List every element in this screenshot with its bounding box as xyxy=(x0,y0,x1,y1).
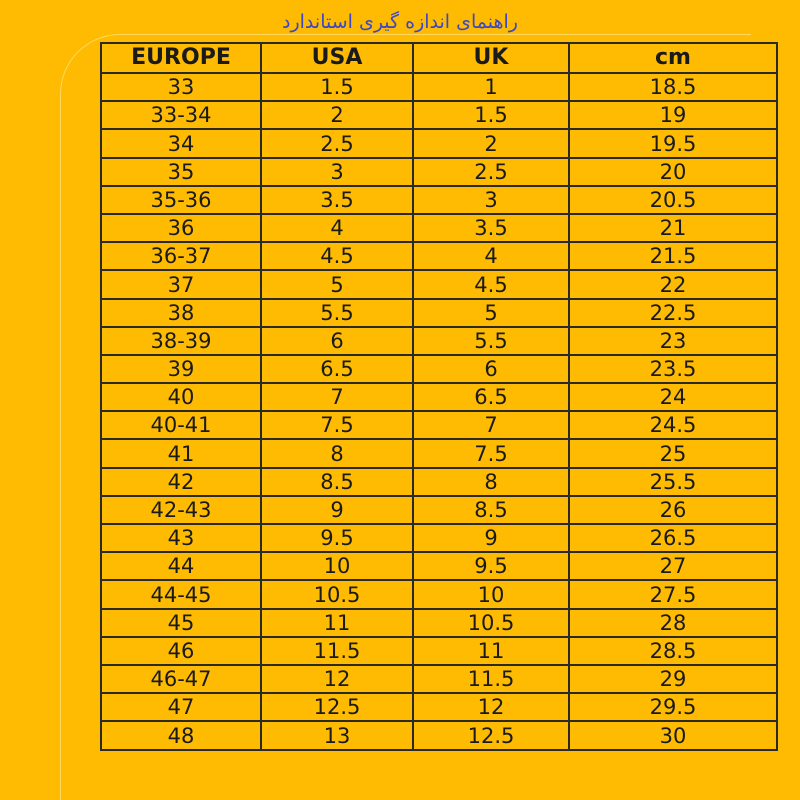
table-row xyxy=(101,468,777,496)
header-usa: USA xyxy=(261,43,413,73)
cell-usa: 7.5 xyxy=(261,411,413,439)
cell-uk: 11.5 xyxy=(413,665,569,693)
table-row xyxy=(101,552,777,580)
cell-cm: 20 xyxy=(569,158,777,186)
cell-uk: 3.5 xyxy=(413,214,569,242)
cell-usa: 2 xyxy=(261,101,413,129)
table-row xyxy=(101,721,777,749)
cell-cm: 25.5 xyxy=(569,468,777,496)
cell-cm: 19 xyxy=(569,101,777,129)
cell-cm: 26.5 xyxy=(569,524,777,552)
cell-europe: 37 xyxy=(101,270,261,298)
cell-cm: 28 xyxy=(569,609,777,637)
cell-uk: 6.5 xyxy=(413,383,569,411)
header-europe: EUROPE xyxy=(101,43,261,73)
cell-usa: 5.5 xyxy=(261,299,413,327)
cell-uk: 9 xyxy=(413,524,569,552)
table-row xyxy=(101,214,777,242)
table-header-row xyxy=(101,43,777,73)
cell-uk: 4 xyxy=(413,242,569,270)
cell-uk: 4.5 xyxy=(413,270,569,298)
table-row xyxy=(101,242,777,270)
cell-uk: 11 xyxy=(413,637,569,665)
cell-usa: 6 xyxy=(261,327,413,355)
cell-europe: 33 xyxy=(101,73,261,101)
cell-europe: 36-37 xyxy=(101,242,261,270)
cell-cm: 22.5 xyxy=(569,299,777,327)
cell-usa: 5 xyxy=(261,270,413,298)
cell-uk: 12 xyxy=(413,693,569,721)
table-row xyxy=(101,383,777,411)
cell-europe: 35-36 xyxy=(101,186,261,214)
cell-cm: 29.5 xyxy=(569,693,777,721)
cell-cm: 20.5 xyxy=(569,186,777,214)
cell-uk: 7 xyxy=(413,411,569,439)
table-row xyxy=(101,496,777,524)
table-row xyxy=(101,609,777,637)
cell-cm: 21 xyxy=(569,214,777,242)
cell-usa: 7 xyxy=(261,383,413,411)
cell-uk: 5.5 xyxy=(413,327,569,355)
cell-uk: 8.5 xyxy=(413,496,569,524)
cell-usa: 9.5 xyxy=(261,524,413,552)
cell-cm: 23.5 xyxy=(569,355,777,383)
cell-cm: 18.5 xyxy=(569,73,777,101)
table-row xyxy=(101,327,777,355)
cell-cm: 25 xyxy=(569,439,777,467)
cell-uk: 10.5 xyxy=(413,609,569,637)
size-conversion-table xyxy=(100,42,778,751)
cell-cm: 22 xyxy=(569,270,777,298)
cell-usa: 4 xyxy=(261,214,413,242)
cell-europe: 40-41 xyxy=(101,411,261,439)
cell-uk: 1.5 xyxy=(413,101,569,129)
cell-usa: 12 xyxy=(261,665,413,693)
cell-usa: 10 xyxy=(261,552,413,580)
cell-cm: 30 xyxy=(569,721,777,749)
cell-europe: 46 xyxy=(101,637,261,665)
table-row xyxy=(101,665,777,693)
table-row xyxy=(101,355,777,383)
cell-usa: 11 xyxy=(261,609,413,637)
cell-usa: 3.5 xyxy=(261,186,413,214)
table-body xyxy=(101,73,777,750)
cell-usa: 13 xyxy=(261,721,413,749)
cell-europe: 36 xyxy=(101,214,261,242)
cell-europe: 44 xyxy=(101,552,261,580)
cell-uk: 10 xyxy=(413,580,569,608)
cell-cm: 27.5 xyxy=(569,580,777,608)
cell-usa: 10.5 xyxy=(261,580,413,608)
cell-europe: 38-39 xyxy=(101,327,261,355)
cell-usa: 4.5 xyxy=(261,242,413,270)
header-cm: cm xyxy=(569,43,777,73)
cell-usa: 11.5 xyxy=(261,637,413,665)
cell-europe: 46-47 xyxy=(101,665,261,693)
cell-usa: 1.5 xyxy=(261,73,413,101)
table-row xyxy=(101,524,777,552)
cell-europe: 33-34 xyxy=(101,101,261,129)
cell-europe: 45 xyxy=(101,609,261,637)
cell-europe: 42 xyxy=(101,468,261,496)
cell-europe: 47 xyxy=(101,693,261,721)
cell-usa: 6.5 xyxy=(261,355,413,383)
table-row xyxy=(101,186,777,214)
cell-uk: 12.5 xyxy=(413,721,569,749)
table-row xyxy=(101,73,777,101)
table-row xyxy=(101,129,777,157)
cell-uk: 7.5 xyxy=(413,439,569,467)
cell-uk: 2 xyxy=(413,129,569,157)
cell-uk: 9.5 xyxy=(413,552,569,580)
cell-uk: 5 xyxy=(413,299,569,327)
cell-uk: 3 xyxy=(413,186,569,214)
table-row xyxy=(101,693,777,721)
page-title: راهنمای اندازه گیری استاندارد xyxy=(282,11,518,33)
cell-cm: 19.5 xyxy=(569,129,777,157)
header-uk: UK xyxy=(413,43,569,73)
cell-europe: 38 xyxy=(101,299,261,327)
cell-cm: 26 xyxy=(569,496,777,524)
table-row xyxy=(101,101,777,129)
cell-cm: 24.5 xyxy=(569,411,777,439)
cell-europe: 34 xyxy=(101,129,261,157)
cell-europe: 41 xyxy=(101,439,261,467)
cell-europe: 43 xyxy=(101,524,261,552)
table-row xyxy=(101,637,777,665)
cell-europe: 39 xyxy=(101,355,261,383)
cell-uk: 6 xyxy=(413,355,569,383)
table-row xyxy=(101,158,777,186)
table-row xyxy=(101,299,777,327)
cell-uk: 8 xyxy=(413,468,569,496)
cell-cm: 28.5 xyxy=(569,637,777,665)
cell-uk: 2.5 xyxy=(413,158,569,186)
cell-cm: 24 xyxy=(569,383,777,411)
cell-cm: 23 xyxy=(569,327,777,355)
table-row xyxy=(101,411,777,439)
cell-usa: 3 xyxy=(261,158,413,186)
cell-europe: 40 xyxy=(101,383,261,411)
cell-europe: 44-45 xyxy=(101,580,261,608)
cell-europe: 35 xyxy=(101,158,261,186)
cell-usa: 2.5 xyxy=(261,129,413,157)
cell-uk: 1 xyxy=(413,73,569,101)
table-row xyxy=(101,439,777,467)
cell-cm: 29 xyxy=(569,665,777,693)
table-row xyxy=(101,580,777,608)
cell-usa: 8 xyxy=(261,439,413,467)
cell-usa: 8.5 xyxy=(261,468,413,496)
cell-usa: 12.5 xyxy=(261,693,413,721)
cell-usa: 9 xyxy=(261,496,413,524)
cell-europe: 48 xyxy=(101,721,261,749)
table-row xyxy=(101,270,777,298)
cell-europe: 42-43 xyxy=(101,496,261,524)
cell-cm: 21.5 xyxy=(569,242,777,270)
cell-cm: 27 xyxy=(569,552,777,580)
